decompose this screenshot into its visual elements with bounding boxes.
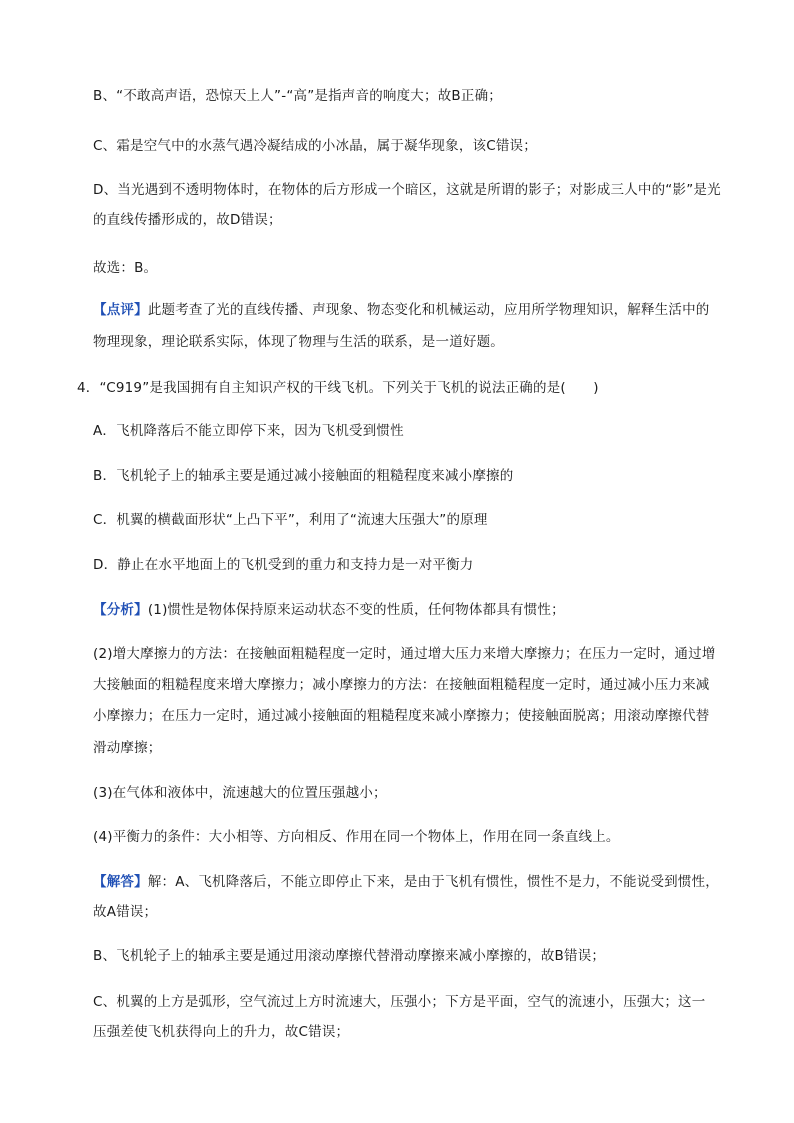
comment-text: 此题考查了光的直线传播、声现象、物态变化和机械运动，应用所学物理知识，解释生活中的 [147, 302, 710, 318]
solution-a-line1 [93, 872, 733, 892]
analysis-1 [93, 600, 733, 620]
solution-a-text: 解：A、飞机降落后，不能立即停止下来，是由于飞机有惯性，惯性不是力，不能说受到惯性， [147, 874, 719, 890]
question-4-stem: 4．“C919”是我国拥有自主知识产权的干线飞机。下列关于飞机的说法正确的是( ) [77, 380, 599, 396]
analysis-2-line2: 大接触面的粗糙程度来增大摩擦力；减小摩擦力的方法：在接触面粗糙程度一定时，通过减小压力来减 [93, 677, 710, 693]
analysis-4: (4)平衡力的条件：大小相等、方向相反、作用在同一个物体上，作用在同一条直线上。 [93, 829, 620, 845]
analysis-3: (3)在气体和液体中，流速越大的位置压强越小； [93, 785, 387, 801]
analysis-2-line3: 小摩擦力；在压力一定时，通过减小接触面的粗糙程度来减小摩擦力；使接触面脱离；用滚动摩擦代替 [93, 708, 710, 724]
analysis-2-line4: 滑动摩擦； [93, 740, 162, 756]
explanation-c: C、霜是空气中的水蒸气遇冷凝结成的小冰晶，属于凝华现象，该C错误； [93, 138, 537, 154]
option-c: C．机翼的横截面形状“上凸下平”，利用了“流速大压强大”的原理 [93, 512, 488, 528]
comment-tag: 【点评】 [93, 302, 148, 318]
answer-text: 故选：B。 [93, 260, 158, 276]
solution-b: B、飞机轮子上的轴承主要是通过用滚动摩擦代替滑动摩擦来减小摩擦的，故B错误； [93, 948, 606, 964]
explanation-d-line2: 的直线传播形成的，故D错误； [93, 212, 282, 228]
solution-c-line2: 压强差使飞机获得向上的升力，故C错误； [93, 1024, 350, 1040]
analysis-tag: 【分析】 [93, 602, 148, 618]
comment-line1 [93, 300, 733, 320]
comment-line2: 物理现象，理论联系实际，体现了物理与生活的联系，是一道好题。 [93, 334, 504, 350]
solution-c-line1: C、机翼的上方是弧形，空气流过上方时流速大，压强小；下方是平面，空气的流速小，压强大；这一 [93, 994, 706, 1010]
option-a: A．飞机降落后不能立即停下来，因为飞机受到惯性 [93, 423, 404, 439]
option-b: B．飞机轮子上的轴承主要是通过减小接触面的粗糙程度来减小摩擦的 [93, 468, 514, 484]
analysis-2-line1: (2)增大摩擦力的方法：在接触面粗糙程度一定时，通过增大压力来增大摩擦力；在压力一定时，通过增 [93, 646, 716, 662]
solution-tag: 【解答】 [93, 874, 148, 890]
solution-a-line2: 故A错误； [93, 904, 158, 920]
explanation-b: B、“不敢高声语，恐惊天上人”-“高”是指声音的响度大；故B正确； [93, 88, 502, 104]
explanation-d-line1: D、当光遇到不透明物体时，在物体的后方形成一个暗区，这就是所谓的影子；对影成三人中的“影”是光 [93, 182, 721, 198]
option-d: D．静止在水平地面上的飞机受到的重力和支持力是一对平衡力 [93, 557, 474, 573]
analysis-1-text: (1)惯性是物体保持原来运动状态不变的性质，任何物体都具有惯性； [147, 602, 565, 618]
